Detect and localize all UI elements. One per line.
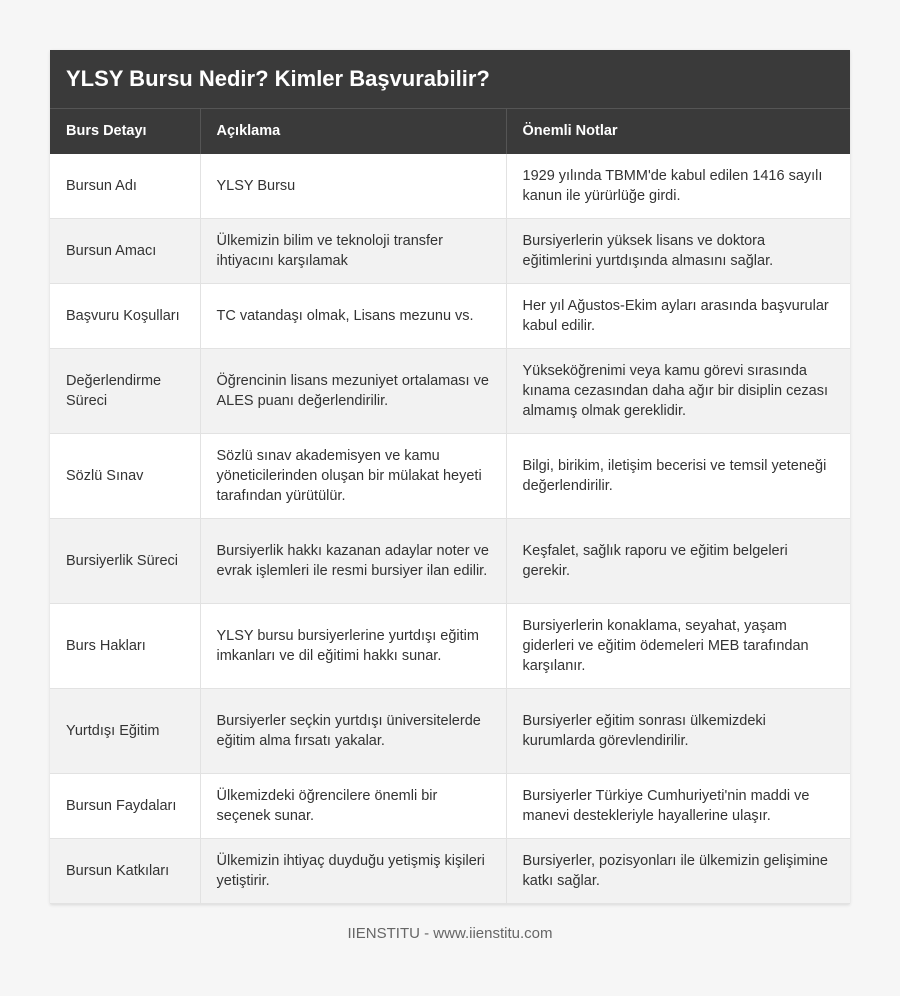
table-cell: Ülkemizin bilim ve teknoloji transfer ihtiyacını karşılamak	[200, 219, 506, 284]
table-cell: Yurtdışı Eğitim	[50, 689, 200, 774]
column-header-onemli-notlar: Önemli Notlar	[506, 109, 850, 154]
table-cell: Bursiyerler seçkin yurtdışı üniversitelerde eğitim alma fırsatı yakalar.	[200, 689, 506, 774]
table-row	[50, 154, 850, 219]
table-cell: Sözlü Sınav	[50, 434, 200, 519]
table-row	[50, 219, 850, 284]
table-cell: Bursun Amacı	[50, 219, 200, 284]
table-cell: Bursiyerler eğitim sonrası ülkemizdeki kurumlarda görevlendirilir.	[506, 689, 850, 774]
table-cell: Bilgi, birikim, iletişim becerisi ve temsil yeteneği değerlendirilir.	[506, 434, 850, 519]
table-cell: Değerlendirme Süreci	[50, 349, 200, 434]
table-row	[50, 349, 850, 434]
table-cell: Bursiyerler Türkiye Cumhuriyeti'nin maddi ve manevi destekleriyle hayallerine ulaşır.	[506, 774, 850, 839]
table-cell: Öğrencinin lisans mezuniyet ortalaması ve ALES puanı değerlendirilir.	[200, 349, 506, 434]
table-cell: TC vatandaşı olmak, Lisans mezunu vs.	[200, 284, 506, 349]
table-title: YLSY Bursu Nedir? Kimler Başvurabilir?	[50, 50, 850, 108]
table-cell: Ülkemizdeki öğrencilere önemli bir seçenek sunar.	[200, 774, 506, 839]
table-cell: Başvuru Koşulları	[50, 284, 200, 349]
footer-credit: IIENSTITU - www.iienstitu.com	[347, 925, 553, 942]
table-cell: Her yıl Ağustos-Ekim ayları arasında başvurular kabul edilir.	[506, 284, 850, 349]
burs-table	[50, 108, 850, 904]
table-row	[50, 604, 850, 689]
table-cell: YLSY bursu bursiyerlerine yurtdışı eğitim imkanları ve dil eğitimi hakkı sunar.	[200, 604, 506, 689]
table-cell: Bursiyerlerin konaklama, seyahat, yaşam giderleri ve eğitim ödemeleri MEB tarafından karşılanır.	[506, 604, 850, 689]
table-row	[50, 434, 850, 519]
table-cell: Keşfalet, sağlık raporu ve eğitim belgeleri gerekir.	[506, 519, 850, 604]
table-cell: 1929 yılında TBMM'de kabul edilen 1416 sayılı kanun ile yürürlüğe girdi.	[506, 154, 850, 219]
table-cell: Burs Hakları	[50, 604, 200, 689]
column-header-burs-detayi: Burs Detayı	[50, 109, 200, 154]
table-cell: Bursun Faydaları	[50, 774, 200, 839]
table-cell: Yükseköğrenimi veya kamu görevi sırasında kınama cezasından daha ağır bir disiplin cezası almamış olmak gereklidir.	[506, 349, 850, 434]
table-cell: Bursiyerlik Süreci	[50, 519, 200, 604]
table-row	[50, 689, 850, 774]
table-cell: Bursiyerlerin yüksek lisans ve doktora eğitimlerini yurtdışında almasını sağlar.	[506, 219, 850, 284]
table-row	[50, 519, 850, 604]
table-cell: Bursun Katkıları	[50, 839, 200, 904]
table-row	[50, 774, 850, 839]
table-cell: YLSY Bursu	[200, 154, 506, 219]
header-row	[50, 109, 850, 154]
table-card	[50, 50, 850, 904]
table-cell: Bursun Adı	[50, 154, 200, 219]
column-header-aciklama: Açıklama	[200, 109, 506, 154]
table-cell: Bursiyerlik hakkı kazanan adaylar noter ve evrak işlemleri ile resmi bursiyer ilan edilir.	[200, 519, 506, 604]
table-row	[50, 839, 850, 904]
table-cell: Sözlü sınav akademisyen ve kamu yöneticilerinden oluşan bir mülakat heyeti tarafından yürütülür.	[200, 434, 506, 519]
table-row	[50, 284, 850, 349]
table-cell: Bursiyerler, pozisyonları ile ülkemizin gelişimine katkı sağlar.	[506, 839, 850, 904]
table-cell: Ülkemizin ihtiyaç duyduğu yetişmiş kişileri yetiştirir.	[200, 839, 506, 904]
